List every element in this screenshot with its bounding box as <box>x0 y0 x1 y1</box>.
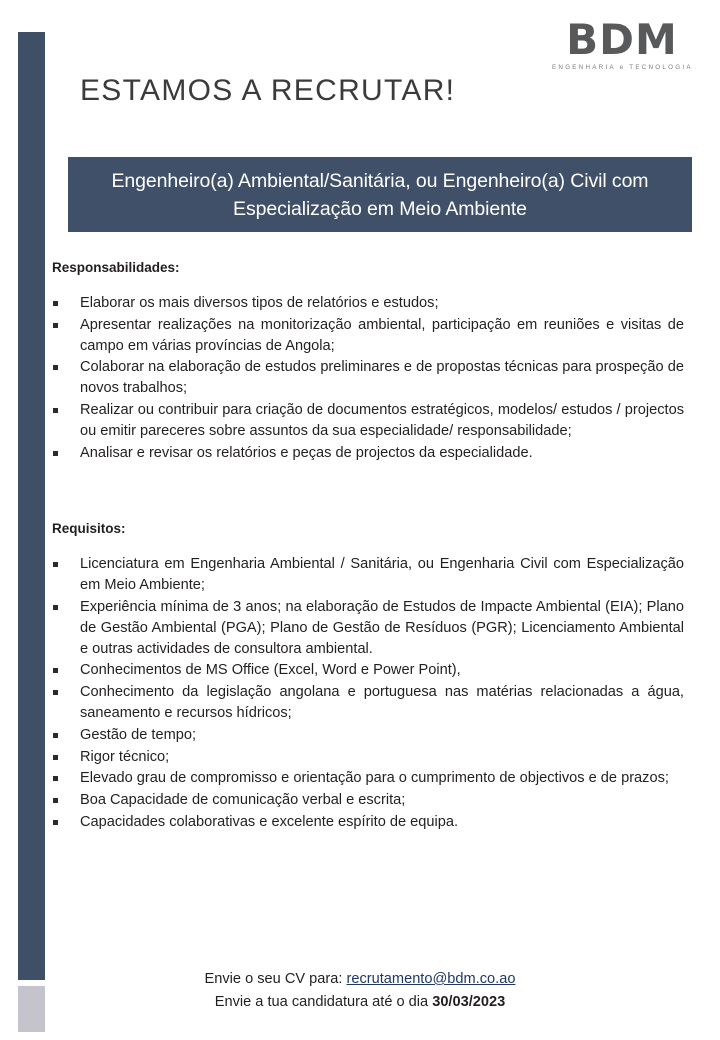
footer-deadline-label: Envie a tua candidatura até o dia <box>214 994 433 1010</box>
logo-wordmark: BDM <box>566 15 678 64</box>
company-logo <box>552 15 693 71</box>
footer-deadline-date: 30/03/2023 <box>432 994 506 1010</box>
requirements-heading: Requisitos: <box>52 521 126 537</box>
list-item: Rigor técnico; <box>52 747 684 768</box>
list-item: Apresentar realizações na monitorização ambiental, participação em reuniões e visitas de campo em várias províncias de Angola; <box>52 315 684 357</box>
logo-tagline: ENGENHARIA e TECNOLOGIA <box>552 64 693 71</box>
list-item: Conhecimento da legislação angolana e portuguesa nas matérias relacionadas a água, saneamento e recursos hídricos; <box>52 682 684 724</box>
requirements-section <box>52 521 684 832</box>
list-item: Licenciatura em Engenharia Ambiental / Sanitária, ou Engenharia Civil com Especialização em Meio Ambiente; <box>52 554 684 596</box>
footer-cv-line <box>0 968 720 991</box>
list-item: Capacidades colaborativas e excelente espírito de equipa. <box>52 812 684 833</box>
footer <box>0 968 720 1014</box>
responsibilities-list <box>52 293 684 463</box>
list-item: Conhecimentos de MS Office (Excel, Word e Power Point), <box>52 660 684 681</box>
responsibilities-heading: Responsabilidades: <box>52 260 180 275</box>
footer-cv-label: Envie o seu CV para: <box>204 971 347 987</box>
list-item: Colaborar na elaboração de estudos preliminares e de propostas técnicas para prospeção de novos trabalhos; <box>52 357 684 399</box>
list-item: Experiência mínima de 3 anos; na elaboração de Estudos de Impacte Ambiental (EIA); Plano de Gestão Ambiental (PGA); Plano de Gestão de Resíduos (PGR); Licenciamento Ambiental e outras actividades de consultora ambiental. <box>52 597 684 659</box>
list-item: Elaborar os mais diversos tipos de relatórios e estudos; <box>52 293 684 314</box>
job-title-banner <box>68 157 692 232</box>
list-item: Gestão de tempo; <box>52 725 684 746</box>
page-headline: ESTAMOS A RECRUTAR! <box>80 74 456 107</box>
recruitment-email-link[interactable]: recrutamento@bdm.co.ao <box>346 971 516 987</box>
list-item: Analisar e revisar os relatórios e peças de projectos da especialidade. <box>52 443 684 464</box>
job-title-text: Engenheiro(a) Ambiental/Sanitária, ou Engenheiro(a) Civil com Especialização em Meio Ambiente <box>111 169 649 220</box>
footer-deadline-line <box>0 991 720 1014</box>
requirements-list <box>52 554 684 832</box>
list-item: Boa Capacidade de comunicação verbal e escrita; <box>52 790 684 811</box>
decorative-left-stripe <box>18 32 45 980</box>
list-item: Realizar ou contribuir para criação de documentos estratégicos, modelos/ estudos / projectos ou emitir pareceres sobre assuntos da sua especialidade/ responsabilidade; <box>52 400 684 442</box>
list-item: Elevado grau de compromisso e orientação para o cumprimento de objectivos e de prazos; <box>52 768 684 789</box>
content-body <box>52 260 684 834</box>
responsibilities-section <box>52 260 684 463</box>
